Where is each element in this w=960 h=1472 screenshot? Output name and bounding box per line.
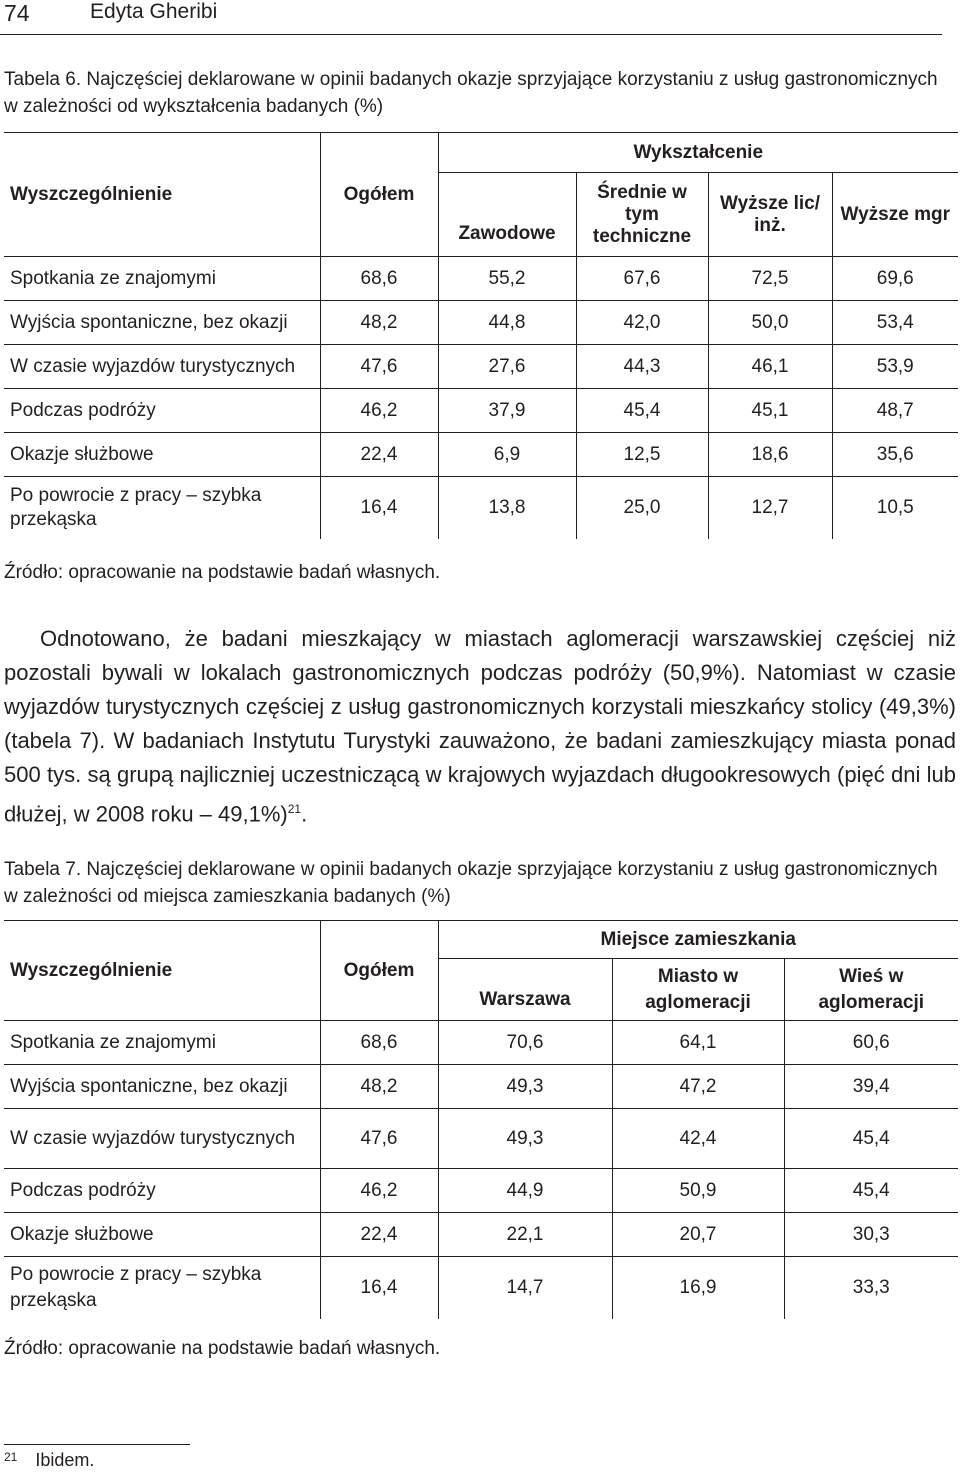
table7-header-item: Wyszczególnienie [4, 921, 320, 1021]
cell: 45,4 [784, 1169, 958, 1213]
table7 [4, 920, 958, 1319]
table-row [4, 1109, 958, 1169]
cell: 45,4 [784, 1109, 958, 1169]
table6-caption: Tabela 6. Najczęściej deklarowane w opinii badanych okazje sprzyjające korzystaniu z usług gastronomicznych w zależności od wykształcenia badanych (%) [4, 69, 938, 117]
cell: 49,3 [438, 1065, 612, 1109]
cell: 50,0 [708, 301, 832, 345]
footnote-rule [4, 1444, 190, 1445]
row-label: Po powrocie z pracy – szybka przekąska [4, 1257, 320, 1319]
table-row [4, 1257, 958, 1319]
cell: 44,3 [576, 345, 708, 389]
cell: 22,4 [320, 1213, 438, 1257]
cell: 67,6 [576, 257, 708, 301]
cell: 14,7 [438, 1257, 612, 1319]
table6-header-col: Wyższe mgr [832, 173, 958, 257]
table-row [4, 433, 958, 477]
table6-header-col: Wyższe lic/ inż. [708, 173, 832, 257]
table7-header-col: Warszawa [438, 959, 612, 1021]
table6 [4, 132, 958, 539]
row-label: W czasie wyjazdów turystycznych [4, 345, 320, 389]
cell: 25,0 [576, 477, 708, 539]
table-row [4, 1169, 958, 1213]
cell: 68,6 [320, 257, 438, 301]
row-label: Okazje służbowe [4, 1213, 320, 1257]
cell: 50,9 [612, 1169, 784, 1213]
table-row [4, 1065, 958, 1109]
cell: 16,4 [320, 477, 438, 539]
cell: 60,6 [784, 1021, 958, 1065]
cell: 18,6 [708, 433, 832, 477]
table-row [4, 477, 958, 539]
cell: 6,9 [438, 433, 576, 477]
cell: 53,9 [832, 345, 958, 389]
cell: 22,1 [438, 1213, 612, 1257]
cell: 49,3 [438, 1109, 612, 1169]
cell: 70,6 [438, 1021, 612, 1065]
cell: 12,7 [708, 477, 832, 539]
page-header [0, 0, 942, 35]
cell: 47,6 [320, 1109, 438, 1169]
row-label: Wyjścia spontaniczne, bez okazji [4, 1065, 320, 1109]
table6-header-group: Wykształcenie [438, 133, 958, 173]
table7-header-col: Miasto w aglomeracji [612, 959, 784, 1021]
cell: 39,4 [784, 1065, 958, 1109]
cell: 69,6 [832, 257, 958, 301]
row-label: Podczas podróży [4, 389, 320, 433]
footnote [4, 1450, 94, 1471]
table6-header-col: Średnie w tym techniczne [576, 173, 708, 257]
cell: 44,9 [438, 1169, 612, 1213]
cell: 48,2 [320, 301, 438, 345]
table6-header-item: Wyszczególnienie [4, 133, 320, 257]
table7-header-total: Ogółem [320, 921, 438, 1021]
table-row [4, 389, 958, 433]
table7-header-col: Wieś w aglomeracji [784, 959, 958, 1021]
cell: 13,8 [438, 477, 576, 539]
footnote-number: 21 [4, 1450, 18, 1464]
cell: 47,2 [612, 1065, 784, 1109]
row-label: Wyjścia spontaniczne, bez okazji [4, 301, 320, 345]
cell: 12,5 [576, 433, 708, 477]
cell: 35,6 [832, 433, 958, 477]
page-number: 74 [4, 0, 30, 26]
cell: 16,9 [612, 1257, 784, 1319]
cell: 72,5 [708, 257, 832, 301]
cell: 44,8 [438, 301, 576, 345]
cell: 64,1 [612, 1021, 784, 1065]
table6-header-total: Ogółem [320, 133, 438, 257]
cell: 42,0 [576, 301, 708, 345]
table-row [4, 345, 958, 389]
cell: 27,6 [438, 345, 576, 389]
cell: 46,2 [320, 389, 438, 433]
row-label: W czasie wyjazdów turystycznych [4, 1109, 320, 1169]
cell: 46,1 [708, 345, 832, 389]
table-row [4, 1021, 958, 1065]
body-paragraph [4, 622, 956, 831]
paragraph-end: . [301, 801, 308, 827]
cell: 30,3 [784, 1213, 958, 1257]
row-label: Okazje służbowe [4, 433, 320, 477]
cell: 33,3 [784, 1257, 958, 1319]
table-row [4, 301, 958, 345]
cell: 68,6 [320, 1021, 438, 1065]
row-label: Podczas podróży [4, 1169, 320, 1213]
table6-header-col: Zawodowe [438, 173, 576, 257]
cell: 46,2 [320, 1169, 438, 1213]
paragraph-text: Odnotowano, że badani mieszkający w miastach aglomeracji warszawskiej częściej niż pozostali bywali w lokalach gastronomicznych podczas podróży (50,9%). Natomiast w czasie wyjazdów turystycznych częściej z usług gastronomicznych korzystali mieszkańcy stolicy (49,3%) (tabela 7). W badaniach Instytutu Turystyki zauważono, że badani zamieszkujący miasta ponad 500 tys. są grupą najliczniej uczestniczącą w krajowych wyjazdach długookresowych (pięć dni lub dłużej, w 2008 roku – 49,1%) [4, 626, 956, 827]
cell: 45,1 [708, 389, 832, 433]
table7-caption: Tabela 7. Najczęściej deklarowane w opinii badanych okazje sprzyjające korzystaniu z usług gastronomicznych w zależności od miejsca zamieszkania badanych (%) [4, 859, 938, 907]
cell: 48,2 [320, 1065, 438, 1109]
cell: 55,2 [438, 257, 576, 301]
cell: 48,7 [832, 389, 958, 433]
row-label: Spotkania ze znajomymi [4, 257, 320, 301]
running-head-author: Edyta Gheribi [90, 0, 218, 23]
row-label: Po powrocie z pracy – szybka przekąska [4, 477, 320, 539]
cell: 16,4 [320, 1257, 438, 1319]
cell: 47,6 [320, 345, 438, 389]
table7-source: Źródło: opracowanie na podstawie badań własnych. [4, 1338, 441, 1359]
table6-source: Źródło: opracowanie na podstawie badań własnych. [4, 562, 441, 583]
cell: 20,7 [612, 1213, 784, 1257]
cell: 10,5 [832, 477, 958, 539]
footnote-ref: 21 [287, 802, 302, 816]
cell: 42,4 [612, 1109, 784, 1169]
cell: 53,4 [832, 301, 958, 345]
cell: 45,4 [576, 389, 708, 433]
row-label: Spotkania ze znajomymi [4, 1021, 320, 1065]
footnote-text: Ibidem. [35, 1450, 95, 1470]
cell: 37,9 [438, 389, 576, 433]
cell: 22,4 [320, 433, 438, 477]
table-row [4, 1213, 958, 1257]
table7-header-group: Miejsce zamieszkania [438, 921, 958, 959]
table-row [4, 257, 958, 301]
